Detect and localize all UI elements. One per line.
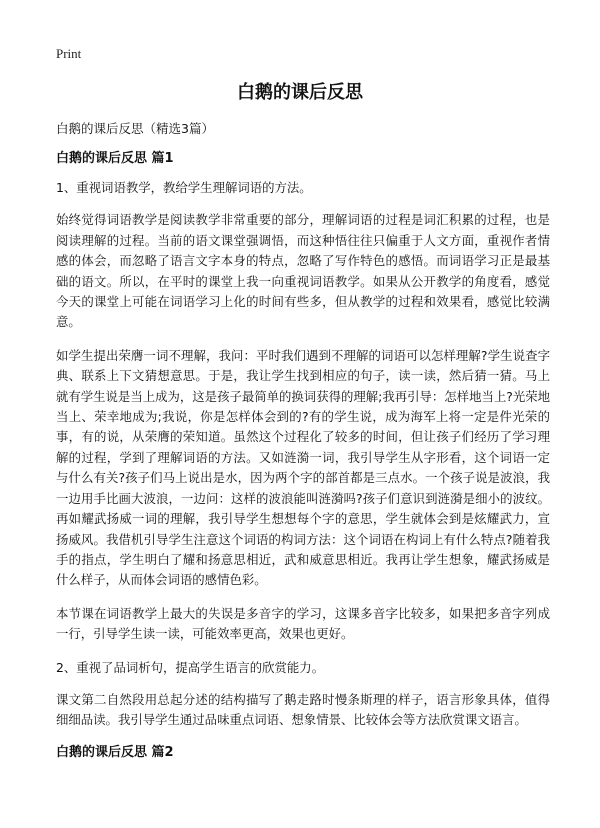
paragraph: 本节课在词语教学上最大的失误是多音字的学习，这课多音字比较多，如果把多音字列成一行，引导学生读一读，可能效率更高，效果也更好。 bbox=[56, 605, 550, 642]
paragraph: 2、重视了品词析句，提高学生语言的欣赏能力。 bbox=[56, 659, 325, 675]
section-heading: 白鹅的课后反思 篇2 bbox=[56, 744, 174, 760]
document-body bbox=[56, 120, 550, 772]
section-heading: 白鹅的课后反思 篇1 bbox=[56, 151, 174, 166]
document-title: 白鹅的课后反思 bbox=[237, 82, 363, 103]
print-label[interactable]: Print bbox=[56, 46, 82, 61]
paragraph: 始终觉得词语教学是阅读教学非常重要的部分，理解词语的过程是词汇积累的过程，也是阅读理解的过程。当前的语文课堂强调悟，而这种悟往往只偏重于人文方面，重视作者情感的体会，而忽略了语言文字本身的特点，忽略了写作特色的感悟。而词语学习正是最基础的语文。所以，在平时的课堂上我一向重视词语教学。如果从公开教学的角度看，感觉今天的课堂上可能在词语学习上化的时间有些多，但从教学的过程和效果看，感觉比较满意。 bbox=[56, 212, 550, 330]
paragraph: 如学生提出荣膺一词不理解，我问：平时我们遇到不理解的词语可以怎样理解?学生说查字典、联系上下文猜想意思。于是，我让学生找到相应的句子，读一读，然后猜一猜。马上就有学生说是当上成为，这是孩子最简单的换词获得的理解;我再引导：怎样地当上?光荣地当上、荣幸地成为;我说，你是怎样体会到的?有的学生说，成为海军上将一定是件光荣的事，有的说，从荣膺的荣知道。虽然这个过程化了较多的时间，但让孩子们经历了学习理解的过程，学到了理解词语的方法。又如涟漪一词，我引导学生从字形看，这个词语一定与什么有关?孩子们马上说出是水，因为两个字的部首都是三点水。一个孩子说是波浪，我一边用手比画大波浪，一边问：这样的波浪能叫涟漪吗?孩子们意识到涟漪是细小的波纹。再如耀武扬威一词的理解，我引导学生想想每个字的意思，学生就体会到是炫耀武力，宣扬威风。我借机引导学生注意这个词语的构词方法：这个词语在构词上有什么特点?随着我手的指点，学生明白了耀和扬意思相近，武和威意思相近。我再让学生想象，耀武扬威是什么样子，从而体会词语的感情色彩。 bbox=[56, 347, 550, 588]
document-subtitle: 白鹅的课后反思（精选3篇） bbox=[56, 121, 214, 136]
paragraph: 课文第二自然段用总起分述的结构描写了鹅走路时慢条斯理的样子，语言形象具体，值得细细品读。我引导学生通过品味重点词语、想象情景、比较体会等方法欣赏课文语言。 bbox=[56, 691, 550, 728]
paragraph: 1、重视词语教学，教给学生理解词语的方法。 bbox=[56, 180, 312, 195]
